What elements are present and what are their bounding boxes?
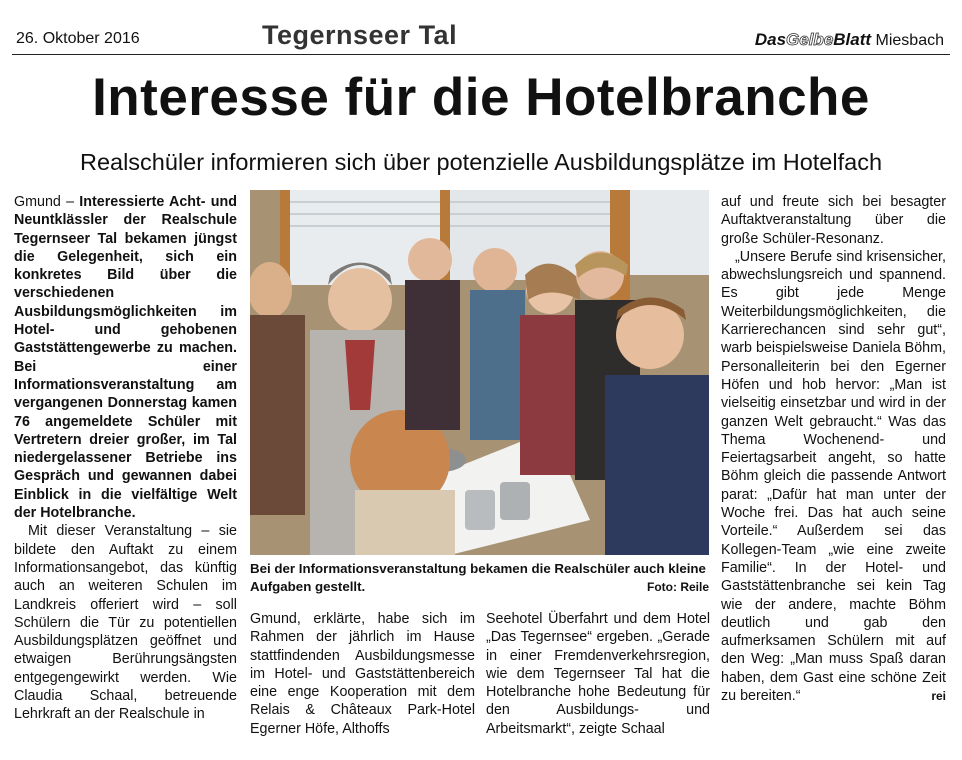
photo-caption: Bei der Informationsveranstaltung bekamen die Realschüler auch kleine Aufgaben gestellt.	[250, 561, 706, 594]
quote-paragraph	[721, 248, 946, 705]
section-title: Tegernseer Tal	[262, 20, 458, 50]
students-photo-illustration	[250, 190, 709, 555]
quote-text: „Unsere Berufe sind krisensicher, abwechslungsreich und spannend. Es gibt jede Menge Weiterbildungsmöglichkeiten, die Karrierechancen sind sehr gut“, warb beispielsweise Daniela Böhm, Personalleiterin bei den Egerner Höfen und hob hervor: „Man ist vielseitig einsetzbar und wird in der ganzen Welt gebraucht.“ Was das Thema Wochenend- und Feiertagsarbeit angeht, so hatte Böhm gleich die passende Antwort parat: „Dafür hat man unter der Woche frei. Das hat auch seine Vorteile.“ Außerdem sei das Kollegen-Team „wie eine zweite Familie“. In der Hotel- und Gaststättenbranche sei kein Tag wie der andere, machte Böhm deutlich und gab den aufmerksamen Schülern mit auf den Weg: „Man muss Spaß daran haben, dem Gast eine schöne Zeit zu bereiten.“	[721, 248, 946, 705]
author-signature: rei	[931, 689, 946, 704]
body-paragraph: Mit dieser Veranstaltung – sie bildete den Auftakt zu einem Informationsangebot, das künftig auch an weiteren Schulen im Landkreis offeriert wird – soll Schülern die Tür zu potentiellen Ausbildungsplätzen geöffnet und etwaigen Berührungsängsten entgegengewirkt werden. Wie Claudia Schaal, betreuende Lehrkraft an der Realschule in	[14, 523, 237, 723]
article-column-2	[250, 610, 475, 738]
article-column-3	[486, 610, 710, 738]
photo-caption-box	[250, 560, 709, 596]
article-photo	[250, 190, 709, 555]
article-column-4	[721, 193, 946, 705]
dateline: Gmund –	[14, 194, 80, 210]
newspaper-brand	[755, 30, 944, 50]
photo-credit: Foto: Reile	[647, 580, 709, 594]
masthead	[10, 20, 950, 54]
lead-text: Interessierte Acht- und Neuntklässler der Realschule Tegernseer Tal bekamen jüngst die Gelegenheit, sich ein konkretes Bild über die verschiedenen Ausbildungsmöglichkeiten im Hotel- und gehobenen Gaststättengewerbe zu machen. Bei einer Informationsveranstaltung am vergangenen Donnerstag kamen 76 angemeldete Schüler mit Vertretern dreier großer, im Tal niedergelassener Betriebe ins Gespräch und gewannen dabei Einblick in die vielfältige Welt der Hotelbranche.	[14, 194, 237, 522]
article-subheadline: Realschüler informieren sich über potenzielle Ausbildungsplätze im Hotelfach	[79, 149, 883, 175]
issue-date: 26. Oktober 2016	[16, 30, 140, 47]
article-headline: Interesse für die Hotelbranche	[92, 68, 870, 127]
body-paragraph: Seehotel Überfahrt und dem Hotel „Das Tegernsee“ ergeben. „Gerade in einer Fremdenverkehrsregion, wie dem Tegernseer Tal hat die Hotelbranche hohe Bedeutung für den Ausbildungs- und Arbeitsmarkt“, zeigte Schaal	[486, 611, 710, 737]
lead-paragraph	[14, 193, 237, 522]
brand-das: Das	[754, 30, 787, 49]
article-column-1	[14, 193, 237, 724]
brand-gelbe: Gelbe	[786, 30, 834, 49]
header-rule	[12, 54, 950, 55]
body-paragraph: Gmund, erklärte, habe sich im Rahmen der jährlich im Hause stattfindenden Ausbildungsmesse im Hotel- und Gaststättenbereich eine enge Kooperation mit dem Relais & Châteaux Park-Hotel Egerner Höfe, Althoffs	[250, 611, 475, 737]
brand-city: Miesbach	[875, 32, 944, 49]
brand-blatt: Blatt	[833, 30, 872, 49]
body-paragraph: auf und freute sich bei besagter Auftaktveranstaltung über die große Schüler-Resonanz.	[721, 194, 946, 247]
